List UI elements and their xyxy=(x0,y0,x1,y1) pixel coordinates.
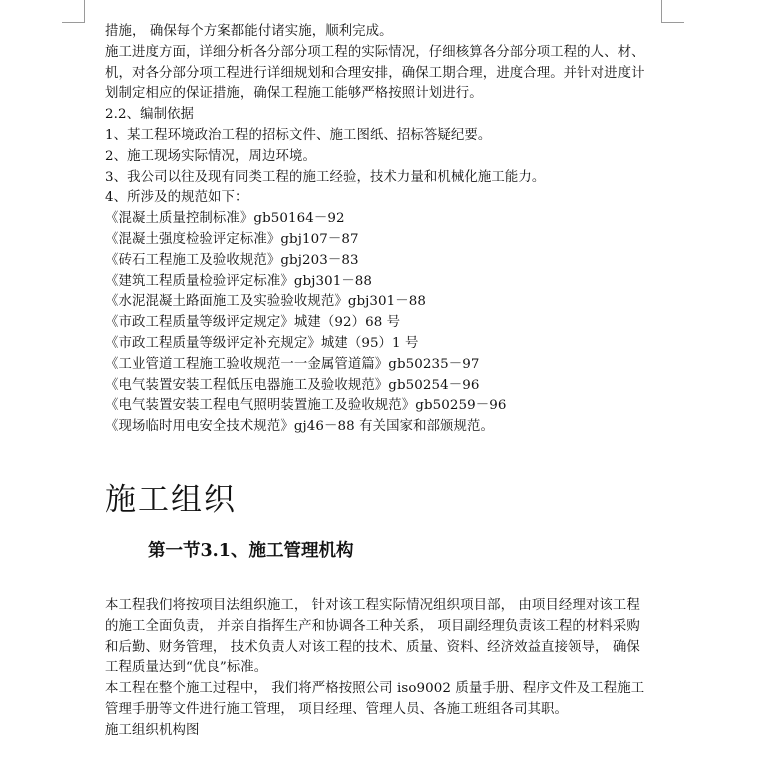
text-line: 本工程我们将按项目法组织施工， 针对该工程实际情况组织项目部， 由项目经理对该工程 xyxy=(105,597,640,613)
body-text-block xyxy=(105,596,670,742)
standard-item: 《混凝土质量控制标准》gb50164－92 xyxy=(105,211,345,227)
standard-item: 《砖石工程施工及验收规范》gbj203－83 xyxy=(105,252,359,268)
text-line: 管理手册等文件进行施工管理， 项目经理、管理人员、各施工班组各司其职。 xyxy=(105,701,569,717)
top-text-block xyxy=(105,22,670,438)
standard-item: 《混凝土强度检验评定标准》gbj107－87 xyxy=(105,231,359,247)
list-item: 2、施工现场实际情况，周边环境。 xyxy=(105,148,316,164)
list-item: 4、所涉及的规范如下： xyxy=(105,190,249,206)
subheading-compile-basis: 2.2、编制依据 xyxy=(105,107,195,123)
text-line: 措施， 确保每个方案都能付诸实施，顺利完成。 xyxy=(105,24,393,39)
figure-caption: 施工组织机构图 xyxy=(105,722,200,738)
chapter-title: 施工组织 xyxy=(105,481,237,518)
text-line: 和后勤、财务管理， 技术负责人对该工程的技术、质量、资料、经济效益直接领导， 确保 xyxy=(105,639,640,655)
standard-item: 《工业管道工程施工验收规范一一金属管道篇》gb50235－97 xyxy=(105,356,480,372)
text-line: 的施工全面负责， 并亲自指挥生产和协调各工种关系， 项目副经理负责该工程的材料采购 xyxy=(105,618,640,634)
text-line: 机，对各分部分项工程进行详细规划和合理安排，确保工期合理，进度合理。并针对进度计 xyxy=(105,65,645,81)
text-line: 工程质量达到“优良”标准。 xyxy=(105,660,268,676)
text-line: 施工进度方面，详细分析各分部分项工程的实际情况，仔细核算各分部分项工程的人、材、 xyxy=(105,44,645,60)
standard-item: 《建筑工程质量检验评定标准》gbj301－88 xyxy=(105,273,373,289)
document-content xyxy=(105,22,670,742)
standard-item: 《市政工程质量等级评定规定》城建（92）68 号 xyxy=(105,315,401,331)
section-title: 第一节3.1、施工管理机构 xyxy=(148,540,354,561)
standard-item: 《水泥混凝土路面施工及实验验收规范》gbj301－88 xyxy=(105,294,427,310)
text-line: 划制定相应的保证措施，确保工程施工能够严格按照计划进行。 xyxy=(105,86,483,102)
standard-item: 《现场临时用电安全技术规范》gj46－88 有关国家和部颁规范。 xyxy=(105,419,495,435)
list-item: 1、某工程环境政治工程的招标文件、施工图纸、招标答疑纪要。 xyxy=(105,127,492,143)
crop-mark-top-right-vertical xyxy=(661,0,662,22)
standard-item: 《电气装置安装工程电气照明装置施工及验收规范》gb50259－96 xyxy=(105,398,507,414)
list-item: 3、我公司以往及现有同类工程的施工经验，技术力量和机械化施工能力。 xyxy=(105,169,546,185)
crop-mark-top-left-vertical xyxy=(84,0,85,22)
crop-mark-top-left-horizontal xyxy=(62,22,85,23)
standard-item: 《市政工程质量等级评定补充规定》城建（95）1 号 xyxy=(105,335,419,351)
text-line: 本工程在整个施工过程中， 我们将严格按照公司 iso9002 质量手册、程序文件及工程施工 xyxy=(105,681,645,697)
standard-item: 《电气装置安装工程低压电器施工及验收规范》gb50254－96 xyxy=(105,377,480,393)
